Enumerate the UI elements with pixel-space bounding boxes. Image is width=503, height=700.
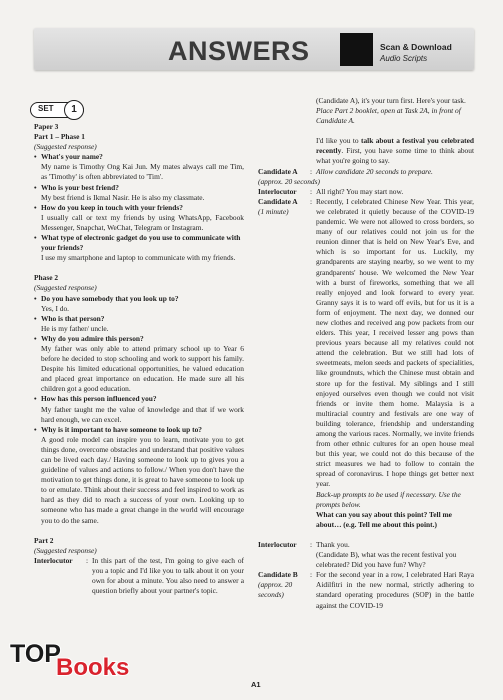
question-item: • What's your name? bbox=[34, 152, 244, 162]
logo-top-text: TOP bbox=[10, 640, 61, 668]
task-prompt: I'd like you to talk about a festival you celebrated recently. First, you have some time to think about what you're going to say. bbox=[316, 136, 474, 166]
scan-download-label: Scan & Download bbox=[380, 42, 452, 52]
phase2-qa-list bbox=[34, 294, 244, 526]
set-label: SET bbox=[38, 104, 54, 113]
interlocutor-thanks-row: Interlocutor : Thank you. bbox=[258, 539, 350, 549]
suggested-response: (Suggested response) bbox=[34, 545, 97, 555]
backup-prompts-note: Back-up prompts to be used if necessary. Use the prompts below. bbox=[316, 489, 461, 509]
set-badge bbox=[30, 100, 90, 120]
question-item: • How do you keep in touch with your friends? bbox=[34, 203, 244, 213]
candidate-a-response: Candidate A (1 minute) : Recently, I celebrated Chinese New Year. This year, we celebrated it quietly because of the COVID-19 pandemic. We were not allowed to cross borders, so many of our relatives could not join us for the reunion dinner that is held on New Year's Eve, and which is so important for us. Luckily, my grandparents are staying nearby, so we went to my grandparents' house. We welcomed the New Year with a burst of fireworks, something that we all really enjoyed and look forward to every year. Granny says it is to ward off evils, but for us it is a form of enjoyment. The next day, we donned our new clothes and received ang pow packets from our elders. This year, I received lesser ang pows than previous years because all my relatives could not attend the celebration. But we still had lots of sweetmeats, melon seeds and packets of specialities, like groundnuts, which the Chinese must obtain and store up for the festival. My siblings and I still enjoyed ourselves even though we could not visit friends or invite them home. Malaysia is a multiracial country and festivals are one way of building tolerance, friendship and understanding among the various races. Normally, we invite friends from other ethnic cultures for an open house meal but this year, we could not do this because of the strict measures we had to follow to contain the spread of coronavirus. I hope things get better next year. bbox=[258, 196, 474, 489]
suggested-response: (Suggested response) bbox=[34, 283, 97, 293]
question-item: • Why do you admire this person? bbox=[34, 334, 244, 344]
part1-heading: Part 1 – Phase 1 bbox=[34, 132, 85, 142]
candidate-b-question: (Candidate B), what was the recent festival you celebrated? Did you have fun? Why? bbox=[316, 550, 457, 570]
answer-text: A good role model can inspire you to learn, motivate you to get things done, overcome obstacles and understand that positive values can be lived each day./ Having someone to look up to gives you a guideline of values and actions to follow./ When you don't have the motivation to get things done, it is great to have someone to look up to or emulate. Think about their success and feel inspired to work as hard as they did to reach a success of your own. Looking up to someone who has made a great change in the world will encourage you to do the same. bbox=[41, 434, 244, 525]
answer-text: My name is Timothy Ong Kai Jun. My mates always call me Tim, as 'Timothy' is often abbreviated to 'Tim'. bbox=[41, 162, 244, 182]
qr-code-icon[interactable] bbox=[340, 33, 373, 66]
paper-heading: Paper 3 bbox=[34, 122, 59, 131]
interlocutor-row: Interlocutor : In this part of the test, I'm going to give each of you a topic and I'd like you to talk about it on your own for about a minute. You also need to answer a question briefly about your partner's topic. bbox=[34, 555, 244, 596]
candidate-b-text: For the second year in a row, I celebrated Hari Raya Aidilfitri in the new normal, strictly adhering to standard operating procedures (SOP) in the battle against the COVID-19 bbox=[316, 570, 474, 610]
question-item: • Who is that person? bbox=[34, 314, 244, 324]
answer-text: I usually call or text my friends by using WhatsApp, Facebook Messenger, Snapchat, WeChat, Telegram or Instagram. bbox=[41, 212, 244, 232]
page-title: ANSWERS bbox=[168, 36, 310, 66]
interlocutor-text: In this part of the test, I'm going to give each of you a topic and I'd like you to talk about it on your own for about a minute. You also need to answer a question briefly about your partner's topic. bbox=[92, 555, 244, 596]
candidate-a-turn: (Candidate A), it's your turn first. Here's your task. bbox=[316, 96, 466, 105]
right-column bbox=[258, 96, 474, 611]
answer-text: My father was only able to attend primary school up to Year 6 before he decided to stop schooling and work to support his family. Despite his limited educational opportunities, he valued education and placed great importance on education. He made sure all his children got a good education. bbox=[41, 343, 244, 394]
answer-text: I use my smartphone and laptop to communicate with my friends. bbox=[41, 253, 236, 263]
answer-text: He is my father/ uncle. bbox=[41, 323, 109, 333]
topbooks-logo bbox=[8, 640, 136, 692]
backup-question: What can you say about this point? Tell me about… (e.g. Tell me about this point.) bbox=[316, 509, 452, 529]
place-booklet-note: Place Part 2 booklet, open at Task 2A, in front of Candidate A. bbox=[316, 106, 461, 126]
page-number: A1 bbox=[251, 680, 261, 689]
question-item: • Do you have somebody that you look up to? bbox=[34, 294, 244, 304]
part2-heading: Part 2 bbox=[34, 535, 54, 545]
candidate-b-response: Candidate B (approx. 20 seconds) : For the second year in a row, I celebrated Hari Raya Aidilfitri in the new normal, strictly adhering to standard operating procedures (SOP) in the battle against the COVID-19 bbox=[258, 570, 474, 610]
question-item: • Who is your best friend? bbox=[34, 183, 244, 193]
audio-scripts-label: Audio Scripts bbox=[380, 54, 428, 63]
question-item: • How has this person influenced you? bbox=[34, 394, 244, 404]
answer-text: Yes, I do. bbox=[41, 303, 69, 313]
candidate-a-text: Recently, I celebrated Chinese New Year. This year, we celebrated it quietly because of the COVID-19 pandemic. We were not allowed to cross borders, so many of our relatives could not join us for the reunion dinner that is held on New Year's Eve, and which is so important for us. Luckily, my grandparents are staying nearby, so we went to my grandparents' house. We welcomed the New Year with a burst of fireworks, something that we all really enjoyed and look forward to every year. Granny says it is to ward off evils, but for us it is a form of enjoyment. The next day, we donned our new clothes and received ang pow packets from our elders. This year, I received lesser ang pows than previous years because all my relatives could not attend the celebration. But we still had lots of sweetmeats, melon seeds and packets of specialities, like groundnuts, which the Chinese must obtain and store up for the festival. My siblings and I still enjoyed ourselves even though we could not visit friends or invite them home. Malaysia is a multiracial country and festivals are one way of building tolerance, friendship and understanding among the various races. Normally, we invite friends from other ethnic cultures for an open house meal but this year, we could not do this because of the strict measures we had to follow to contain the spread of coronavirus. I hope things get better next year. bbox=[316, 196, 474, 489]
approx-20-seconds: (approx. 20 seconds) bbox=[258, 176, 320, 186]
logo-books-text: Books bbox=[56, 654, 130, 681]
suggested-response: (Suggested response) bbox=[34, 142, 97, 152]
left-column bbox=[34, 122, 244, 596]
answer-text: My father taught me the value of knowledge and that if we work hard enough, we can excel. bbox=[41, 404, 244, 424]
answer-text: My best friend is Ikmal Nasir. He is also my classmate. bbox=[41, 192, 205, 202]
phase1-qa-list bbox=[34, 152, 244, 263]
candidate-a-prep-row: Candidate A : Allow candidate 20 seconds to prepare. bbox=[258, 166, 433, 176]
interlocutor-label: Interlocutor bbox=[34, 555, 73, 565]
interlocutor-start-row: Interlocutor : All right? You may start now. bbox=[258, 186, 404, 196]
set-number: 1 bbox=[64, 100, 84, 120]
question-item: • What type of electronic gadget do you use to communicate with your friends? bbox=[34, 233, 244, 253]
phase2-heading: Phase 2 bbox=[34, 273, 59, 283]
question-item: • Why is it important to have someone to look up to? bbox=[34, 425, 244, 435]
